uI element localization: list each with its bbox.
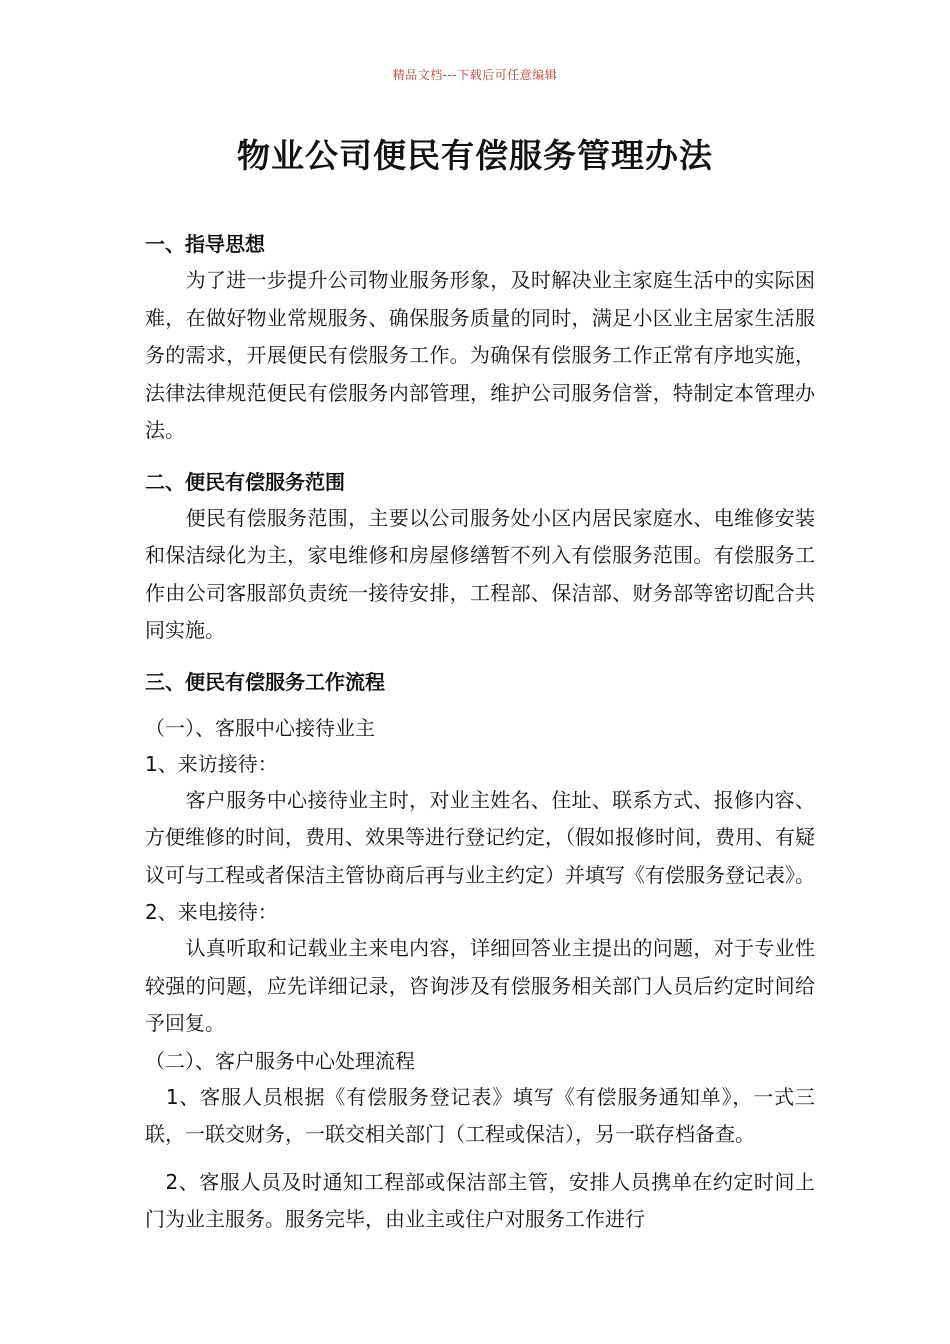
section-1-heading: 一、指导思想: [145, 232, 265, 256]
item-2-label: 2、来电接待：: [145, 900, 278, 924]
document-body: [145, 226, 815, 1239]
item-1-label: 1、来访接待：: [145, 751, 278, 776]
document-title: 物业公司便民有偿服务管理办法: [237, 136, 713, 175]
subsection-2-heading: （二）、客户服务中心处理流程: [145, 1048, 415, 1073]
item-1-text: 客户服务中心接待业主时，对业主姓名、住址、联系方式、报修内容、方便维修的时间，费用、效果等进行登记约定，（假如报修时间，费用、有疑议可与工程或者保洁主管协商后再与业主约定）并填写《有偿服务登记表》。: [145, 787, 815, 887]
item-2-text: 认真听取和记载业主来电内容，详细回答业主提出的问题，对于专业性较强的问题，应先详细记录，咨询涉及有偿服务相关部门人员后约定时间给予回复。: [145, 936, 815, 1035]
header-note: 精品文档---下载后可任意编辑: [392, 68, 558, 82]
section-1-paragraph: 为了进一步提升公司物业服务形象，及时解决业主家庭生活中的实际困难，在做好物业常规服务、确保服务质量的同时，满足小区业主居家生活服务的需求，开展便民有偿服务工作。为确保有偿服务工作正常有序地实施，法律法律规范便民有偿服务内部管理，维护公司服务信誉，特制定本管理办法。: [145, 268, 815, 442]
process-step-1: 1、客服人员根据《有偿服务登记表》填写《有偿服务通知单》，一式三联，一联交财务，一联交相关部门（工程或保洁），另一联存档备查。: [145, 1084, 815, 1146]
process-step-2: 2、客服人员及时通知工程部或保洁部主管，安排人员携单在约定时间上门为业主服务。服务完毕，由业主或住户对服务工作进行: [145, 1169, 815, 1231]
section-3-heading: 三、便民有偿服务工作流程: [145, 669, 385, 694]
subsection-1-heading: （一）、客服中心接待业主: [145, 715, 375, 740]
section-2-heading: 二、便民有偿服务范围: [145, 469, 345, 494]
section-2-paragraph: 便民有偿服务范围，主要以公司服务处小区内居民家庭水、电维修安装和保洁绿化为主，家电维修和房屋修缮暂不列入有偿服务范围。有偿服务工作由公司客服部负责统一接待安排，工程部、保洁部、财务部等密切配合共同实施。: [145, 505, 815, 642]
